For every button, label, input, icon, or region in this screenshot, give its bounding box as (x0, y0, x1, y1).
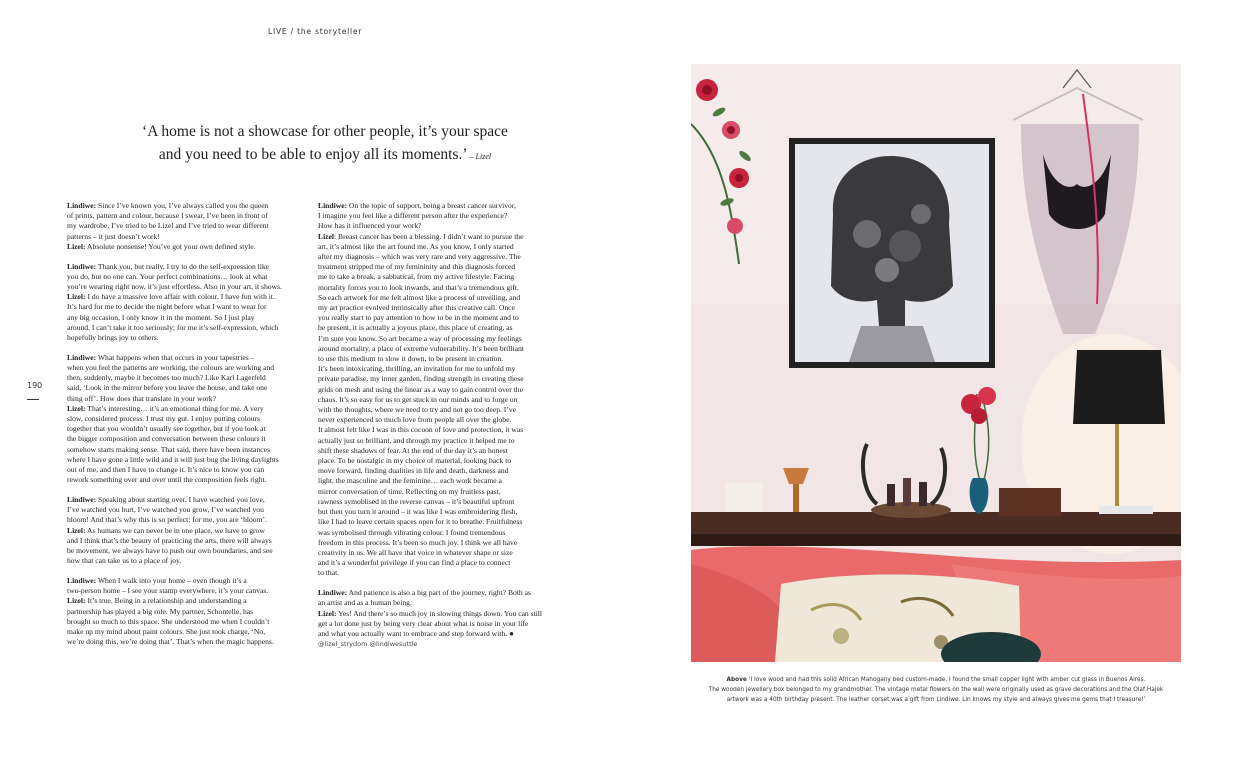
text-line (318, 528, 558, 538)
text-line (67, 465, 304, 475)
text-line (67, 272, 304, 282)
text-line (318, 211, 558, 221)
interview-paragraph (67, 262, 304, 344)
interview-paragraph (318, 201, 558, 579)
text-line (67, 515, 304, 525)
line-text: treatment stripped me of my femininity and this diagnosis forced (318, 262, 516, 272)
text-line (67, 536, 304, 546)
line-text: around mortality, a place of extreme vulnerability. It’s been brilliant (318, 343, 524, 353)
text-line (318, 201, 558, 211)
text-line (318, 385, 558, 395)
interior-photo (691, 64, 1181, 662)
question-speaker: Lindiwe: (67, 261, 97, 271)
line-text: two-person home – I see your stamp everywhere, it’s your canvas. (67, 586, 269, 596)
text-line (67, 292, 304, 302)
framed-artwork (789, 138, 995, 368)
line-text: partnership has played a big role. My partner, Schontelle, has (67, 606, 254, 616)
interview-column-left (67, 201, 304, 657)
line-text: freedom in this process. It’s been so much joy. I think we all have (318, 537, 518, 547)
text-line (67, 556, 304, 566)
line-text: hopefully brings joy to others. (67, 333, 159, 343)
text-line (318, 364, 558, 374)
line-text: where I have gone a little wild and it will just bug the living daylights (67, 454, 279, 464)
text-line (67, 505, 304, 515)
text-line (318, 303, 558, 313)
line-text: get a lot done just by being very clear about what is noise in your life (318, 618, 529, 628)
line-text: Since I’ve known you, I’ve always called you the queen (96, 201, 269, 210)
text-line (67, 586, 304, 596)
line-text: my wardrobe, I’ve tried to be Lizel and I’ve tried to wear different (67, 221, 269, 231)
line-text: Absolute nonsense! You’ve got your own defined style. (85, 241, 256, 251)
line-text: It’s been intoxicating, thrilling, an invitation for me to unfold my (318, 364, 516, 374)
answer-speaker: Lizel: (67, 525, 86, 535)
text-line (67, 627, 304, 637)
line-text: light, the masculine and the feminine… each work became a (318, 476, 502, 486)
text-line (67, 414, 304, 424)
text-line (67, 526, 304, 536)
caption-text-1: ‘I love wood and had this solid African Mahogany bed custom-made. I found the small copper light with amber cut glass in Buenos Aires. (746, 677, 1146, 683)
pull-quote (110, 120, 540, 168)
caption-line-2: The wooden jewellery box belonged to my grandmother. The vintage metal flowers on the wall were originally used as grave decorations and the Olaf Hajek (708, 687, 1164, 693)
line-text: be present, it is actually a joyous place, this place of creating, as (318, 323, 513, 333)
text-line (318, 242, 558, 252)
line-text: an artist and as a human being. (318, 598, 412, 608)
line-text: creativity in us. We all have that voice in whatever shape or size (318, 547, 513, 557)
text-line (67, 373, 304, 383)
text-line (318, 568, 558, 578)
line-text: but then you turn it around – it was like I was embroidering flesh, (318, 507, 518, 517)
line-text: you do, but no one can. Your perfect combinations… look at what (67, 271, 268, 281)
line-text: What happens when that occurs in your tapestries – (96, 352, 255, 362)
line-text: mortality forces you to look inwards, and that’s a tremendous gift. (318, 282, 519, 292)
text-line (318, 313, 558, 323)
text-line (67, 596, 304, 606)
text-line (318, 487, 558, 497)
line-text: you really start to pay attention to how to be in the moment and to (318, 313, 519, 323)
line-text: Speaking about starting over, I have watched you love, (96, 495, 265, 505)
line-text: I do have a massive love affair with colour, I have fun with it. (85, 292, 275, 302)
line-text: grids on mesh and using the linear as a way to gain control over the (318, 384, 523, 394)
text-line (318, 262, 558, 272)
text-line (67, 282, 304, 292)
line-text: with the thoughts, where we need to try and not go too deep. I’ve (318, 405, 517, 415)
line-text: my art practice evolved intrinsically after this creative call. Once (318, 303, 515, 313)
line-text: of prints, pattern and colour, because I swear, I’ve been in front of (67, 211, 268, 221)
line-text: to that. (318, 568, 340, 578)
line-text: actually just so brilliant, and through my practice it helped me to (318, 435, 515, 445)
text-line (318, 588, 558, 598)
text-line (67, 313, 304, 323)
text-line (318, 272, 558, 282)
answer-speaker: Lizel: (67, 241, 86, 251)
header-separator: / (287, 27, 298, 36)
caption-lead: Above (726, 677, 747, 683)
text-line (318, 497, 558, 507)
line-text: the bigger composition and conversation between these colours it (67, 434, 266, 444)
text-line (318, 558, 558, 568)
text-line (318, 395, 558, 405)
line-text: : Breast cancer has been a blessing. I didn’t want to pursue the (334, 231, 524, 241)
line-text: thing off’. How does that translate in your work? (67, 393, 216, 403)
text-line (318, 476, 558, 486)
line-text: mirror conversation of time. Reflecting on my fruitless past, (318, 486, 501, 496)
question-speaker: Lindiwe: (67, 576, 97, 586)
line-text: move forward, finding dualities in life and death, darkness and (318, 466, 509, 476)
text-line (67, 211, 304, 221)
line-text: That’s interesting… it’s an emotional thing for me. A very (85, 403, 264, 413)
text-line (67, 445, 304, 455)
caption-line-1 (691, 675, 1181, 685)
line-text: chaos. It’s so easy for us to get stuck in our minds and to forge on (318, 394, 518, 404)
text-line (67, 424, 304, 434)
line-text: somehow starts making sense. That said, there have been instances (67, 444, 270, 454)
text-line (318, 374, 558, 384)
line-text: said, ‘Look in the mirror before you leave the house, and take one (67, 383, 268, 393)
line-text: like I had to leave certain spaces open for it to breathe. Fruitfulness (318, 517, 523, 527)
line-text: Thank you, but really, I try to do the self-expression like (96, 261, 270, 271)
text-line (318, 466, 558, 476)
text-line (67, 637, 304, 647)
line-text: and I think that’s the beauty of practicing the arts, there will always (67, 535, 272, 545)
line-text: any big occasion, I only know it in the moment. So I just play (67, 312, 255, 322)
running-head (268, 27, 362, 36)
line-text: On the topic of support, being a breast cancer survivor, (347, 201, 516, 210)
line-text: How has it influenced your work? (318, 221, 422, 231)
pull-quote-line-2: and you need to be able to enjoy all its moments.’ (158, 146, 468, 163)
answer-speaker: Lizel: (67, 596, 86, 606)
line-text: It’s true. Being in a relationship and understanding a (85, 596, 247, 606)
bedroom-photo-illustration (691, 64, 1181, 662)
line-text: slow, considered process. I trust my gut. I enjoy putting colours (67, 414, 260, 424)
line-text: never experienced so much love from people all over the globe. (318, 415, 512, 425)
answer-speaker: Lizel: (67, 403, 86, 413)
line-text: I’ve watched you hurt, I’ve watched you grow, I’ve watched you (67, 505, 264, 515)
line-text: and it’s a wonderful privilege if you can find a place to connect (318, 558, 511, 568)
line-text: then, suddenly, maybe it becomes too much? Like Karl Lagerfeld (67, 373, 266, 383)
text-line (318, 323, 558, 333)
end-mark: ● (509, 628, 514, 638)
photo-caption (691, 675, 1181, 705)
line-text: And patience is also a big part of the journey, right? Both as (347, 588, 531, 598)
line-text: rawness symoblised in the reverse canvas – it’s beautiful upfront (318, 496, 515, 506)
text-line (67, 333, 304, 343)
page-number: 190 (27, 381, 43, 390)
line-text: was symbolised through vibrating colour. I found tremendous (318, 527, 506, 537)
caption-line-3: artwork was a 40th birthday present. The leather corset was a gift from Lindiwe. Lin knows my style and always gives me gems that I treasure!’ (726, 697, 1146, 703)
question-speaker: Lindiwe: (67, 352, 97, 362)
social-handles: @lizel_strydom @lindiwesuttle (318, 640, 418, 649)
interview-paragraph (67, 495, 304, 566)
line-text: patterns – it just doesn’t work! (67, 231, 160, 241)
text-line (318, 354, 558, 364)
text-line (67, 404, 304, 414)
text-line (318, 598, 558, 608)
question-speaker: Lindiwe: (67, 201, 97, 210)
answer-speaker: Lizel: (67, 292, 86, 302)
text-line (67, 262, 304, 272)
line-text: As humans we can never be in one place, we have to grow (85, 525, 265, 535)
line-text: you’re wearing right now, it’s just effortless. Also in your art, it shows. (67, 282, 282, 292)
line-text: When I walk into your home – even though it’s a (96, 576, 247, 586)
line-text: place. To be nostalgic in my choice of material, looking back to (318, 456, 512, 466)
text-line (318, 405, 558, 415)
text-line (318, 548, 558, 558)
line-text: be movement, we always have to push our own boundaries, and see (67, 546, 273, 556)
line-text: It almost felt like I was in this cocoon of love and protection, it was (318, 425, 524, 435)
text-line (318, 446, 558, 456)
text-line (318, 456, 558, 466)
text-line (67, 383, 304, 393)
line-text: to use this medium to slow it down, to be present in creation. (318, 354, 504, 364)
text-line (67, 353, 304, 363)
line-text: I’m sure you know. So art became a way of processing my feelings (318, 333, 522, 343)
section-title: the storyteller (297, 27, 363, 36)
pull-quote-attribution: – Lizel (467, 152, 492, 161)
text-line (67, 617, 304, 627)
pull-quote-line-1: ‘A home is not a showcase for other people, it’s your space (142, 123, 508, 140)
line-text: make up my mind about paint colours. She just took charge, ‘No, (67, 627, 266, 637)
text-line (318, 283, 558, 293)
text-line (318, 221, 558, 231)
question-speaker: Lindiwe: (318, 588, 348, 598)
text-line (67, 232, 304, 242)
line-text: after my diagnosis – which was very rare and very aggressive. The (318, 252, 521, 262)
question-speaker: Lindiwe: (318, 201, 348, 210)
text-line (318, 425, 558, 435)
text-line (318, 415, 558, 425)
text-line (318, 334, 558, 344)
line-text: Yes! And there’s so much joy in slowing things down. You can still (336, 608, 543, 618)
section-name: LIVE (268, 27, 288, 36)
line-text: together that you wouldn’t usually see together, but if you look at (67, 424, 266, 434)
text-line (67, 434, 304, 444)
text-line (67, 394, 304, 404)
text-line (67, 201, 304, 211)
text-line (318, 436, 558, 446)
line-text: out of me, and then I have to change it. It’s nice to know you can (67, 465, 265, 475)
interview-paragraph (318, 588, 558, 649)
line-text: how that can take us to a place of joy. (67, 556, 182, 566)
text-line (67, 607, 304, 617)
text-line (67, 302, 304, 312)
text-line (67, 455, 304, 465)
text-line (318, 293, 558, 303)
page-number-rule (27, 399, 39, 400)
text-line (67, 221, 304, 231)
line-text: around. I can’t take it too seriously; for me it’s self-expression, which (67, 322, 279, 332)
text-line (318, 538, 558, 548)
text-line (318, 252, 558, 262)
interview-paragraph (67, 201, 304, 252)
text-line (67, 576, 304, 586)
text-line (318, 629, 558, 639)
line-text: I imagine you feel like a different person after the experience? (318, 211, 508, 221)
line-text: So each artwork for me felt almost like a process of unveiling, and (318, 292, 521, 302)
line-text: rework something over and over until the composition feels right. (67, 475, 267, 485)
interview-paragraph (67, 353, 304, 486)
line-text: shift these shadows of fear. At the end of the day it’s an honest (318, 445, 508, 455)
text-line (318, 609, 558, 619)
line-text: bloom! And that’s why this is so perfect; for me, you are ‘bloom’. (67, 515, 267, 525)
interview-paragraph (67, 576, 304, 647)
text-line (318, 232, 558, 242)
line-text: we’re doing this, we’re doing that’. That’s when the magic happens. (67, 637, 274, 647)
question-speaker: Lindiwe: (67, 495, 97, 505)
text-line (318, 619, 558, 629)
answer-speaker: Lizel: (318, 608, 337, 618)
text-line (67, 242, 304, 252)
line-text: art, it’s almost like the art found me. As you know, I only started (318, 241, 514, 251)
text-line (67, 363, 304, 373)
text-line (318, 517, 558, 527)
line-text: private paradise, my inner garden, finding strength in creating these (318, 374, 524, 384)
text-line (67, 546, 304, 556)
answer-speaker: Lizel (318, 231, 335, 241)
text-line (67, 323, 304, 333)
interview-column-right (318, 201, 558, 659)
text-line (67, 495, 304, 505)
line-text: me to take a break, a sabbatical, from my active lifestyle. Facing (318, 272, 515, 282)
line-text: when you feel the patterns are working, the colours are working and (67, 363, 275, 373)
line-text: It’s hard for me to decide the night before what I want to wear for (67, 302, 267, 312)
text-line (318, 344, 558, 354)
line-text: and what you actually want to embrace and step forward with. (318, 628, 508, 638)
text-line (67, 475, 304, 485)
line-text: brought so much to this space. She understood me when I couldn’t (67, 616, 270, 626)
text-line (318, 507, 558, 517)
